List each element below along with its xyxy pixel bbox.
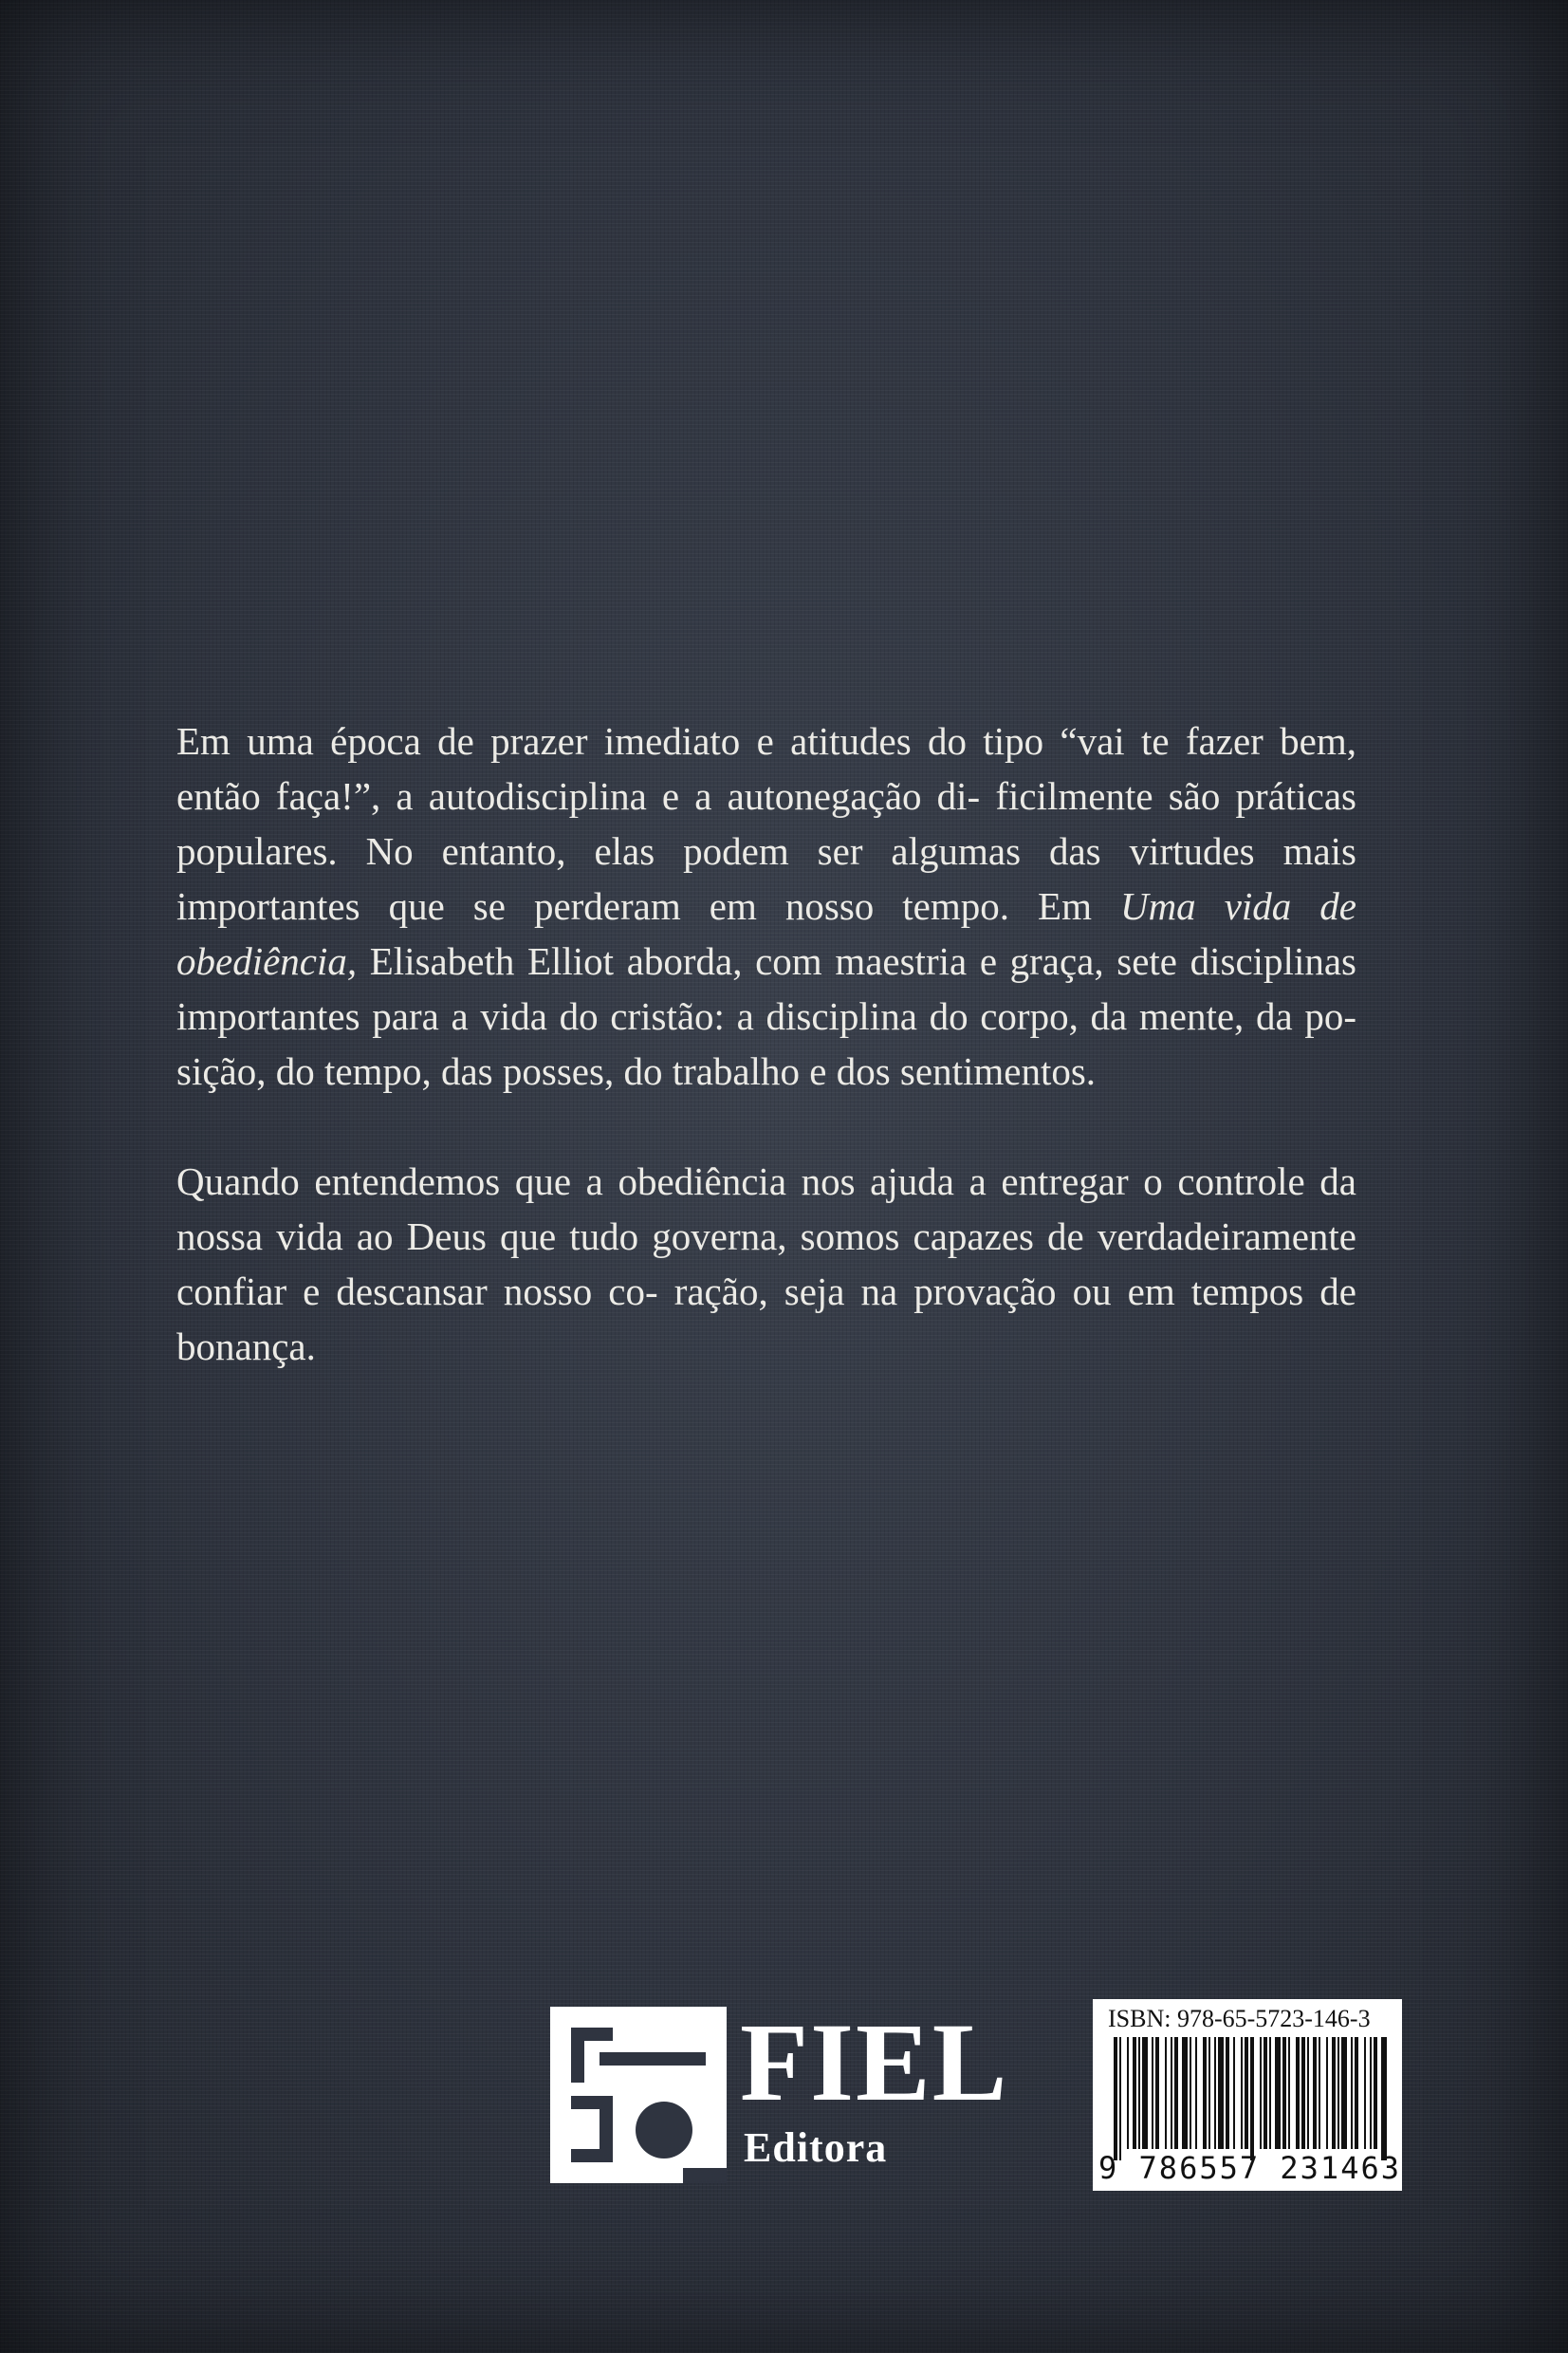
barcode-bar	[1332, 2037, 1336, 2149]
barcode-bar	[1218, 2037, 1224, 2149]
barcode-bar	[1264, 2037, 1267, 2149]
back-cover-blurb	[176, 713, 1356, 1429]
barcode-bar	[1152, 2037, 1153, 2149]
barcode-bar	[1381, 2037, 1387, 2160]
blurb-paragraph-2	[176, 1154, 1356, 1374]
barcode-bar	[1288, 2037, 1290, 2149]
barcode-bar	[1374, 2037, 1377, 2149]
barcode-bar	[1127, 2037, 1129, 2149]
publisher-name: FIEL	[740, 2000, 1009, 2124]
isbn-label: ISBN: 978-65-5723-146-3	[1108, 2005, 1371, 2032]
blurb-line: ser algumas das virtudes mais importantes que se perderam	[176, 829, 1357, 928]
blurb-line: Quando entendemos que a obediência nos ajuda a entregar	[176, 1159, 1129, 1203]
barcode-bar	[1233, 2037, 1235, 2149]
barcode-bar	[1142, 2037, 1148, 2149]
barcode-bar	[1337, 2037, 1339, 2149]
barcode-bar	[1203, 2037, 1207, 2149]
isbn-barcode	[1093, 1999, 1402, 2191]
barcode-bar	[1275, 2037, 1281, 2149]
barcode-bar	[1190, 2037, 1191, 2149]
barcode-bar	[1133, 2037, 1136, 2149]
barcode-bar	[1319, 2037, 1320, 2149]
blurb-line: o controle da nossa vida ao Deus que tudo governa, somos	[176, 1159, 1356, 1258]
barcode-bar	[1182, 2037, 1188, 2149]
barcode-bar	[1245, 2037, 1248, 2149]
blurb-line: sição, do tempo, das posses, do trabalho e dos sentimentos.	[176, 1049, 1097, 1093]
publisher-logo	[550, 2000, 1024, 2187]
barcode-bar	[1174, 2037, 1178, 2149]
blurb-line: ração, seja na provação ou em tempos de bonança.	[176, 1269, 1357, 1368]
barcode-bar	[1195, 2037, 1197, 2149]
barcode-bar	[1171, 2037, 1172, 2149]
barcode-bar	[1351, 2037, 1353, 2149]
barcode-bar	[1155, 2037, 1159, 2149]
barcode-bar	[1370, 2037, 1372, 2149]
barcode-bar	[1241, 2037, 1243, 2149]
publisher-subtitle: Editora	[744, 2124, 888, 2171]
barcode-bar	[1341, 2037, 1347, 2149]
barcode-bar	[1355, 2037, 1358, 2149]
blurb-line: para a vida do cristão: a disciplina do corpo, da mente, da po-	[372, 994, 1356, 1038]
barcode-bar	[1307, 2037, 1309, 2149]
barcode-bar	[1114, 2037, 1117, 2160]
barcode-bar	[1208, 2037, 1210, 2149]
barcode-bar	[1326, 2037, 1328, 2149]
barcode-bar	[1250, 2037, 1254, 2160]
barcode-bar	[1282, 2037, 1286, 2149]
fiel-logo-mark-icon	[550, 2007, 727, 2183]
barcode-bar	[1269, 2037, 1271, 2149]
blurb-line: ficilmente são práticas populares. No entanto, elas podem	[176, 774, 1357, 873]
blurb-line: capazes de verdadeiramente confiar e descansar nosso co-	[176, 1214, 1357, 1313]
barcode-bar	[1260, 2037, 1262, 2149]
barcode-bar	[1165, 2037, 1167, 2149]
blurb-line: aborda, com maestria e graça, sete disciplinas importantes	[176, 939, 1356, 1038]
blurb-line: Em uma época de prazer imediato e atitudes do tipo “vai te	[176, 719, 1170, 763]
blurb-paragraph-1	[176, 713, 1356, 1099]
blurb-line: Elisabeth Elliot	[357, 939, 615, 983]
barcode-bar	[1313, 2037, 1317, 2149]
blurb-line: em nosso tempo. Em	[709, 884, 1120, 928]
barcode-bar	[1364, 2037, 1366, 2149]
book-title-italic: Uma vida de obediência,	[176, 884, 1356, 983]
barcode-bar	[1138, 2037, 1140, 2149]
barcode-bar	[1301, 2037, 1305, 2149]
barcode-bar	[1214, 2037, 1216, 2149]
barcode-digits: 9 786557 231463	[1098, 2150, 1401, 2186]
barcode-bar	[1296, 2037, 1300, 2149]
barcode-bar	[1119, 2037, 1121, 2160]
barcode-bar	[1226, 2037, 1229, 2149]
blurb-line: fazer bem, então faça!”, a autodisciplina e a autonegação di-	[176, 719, 1356, 818]
